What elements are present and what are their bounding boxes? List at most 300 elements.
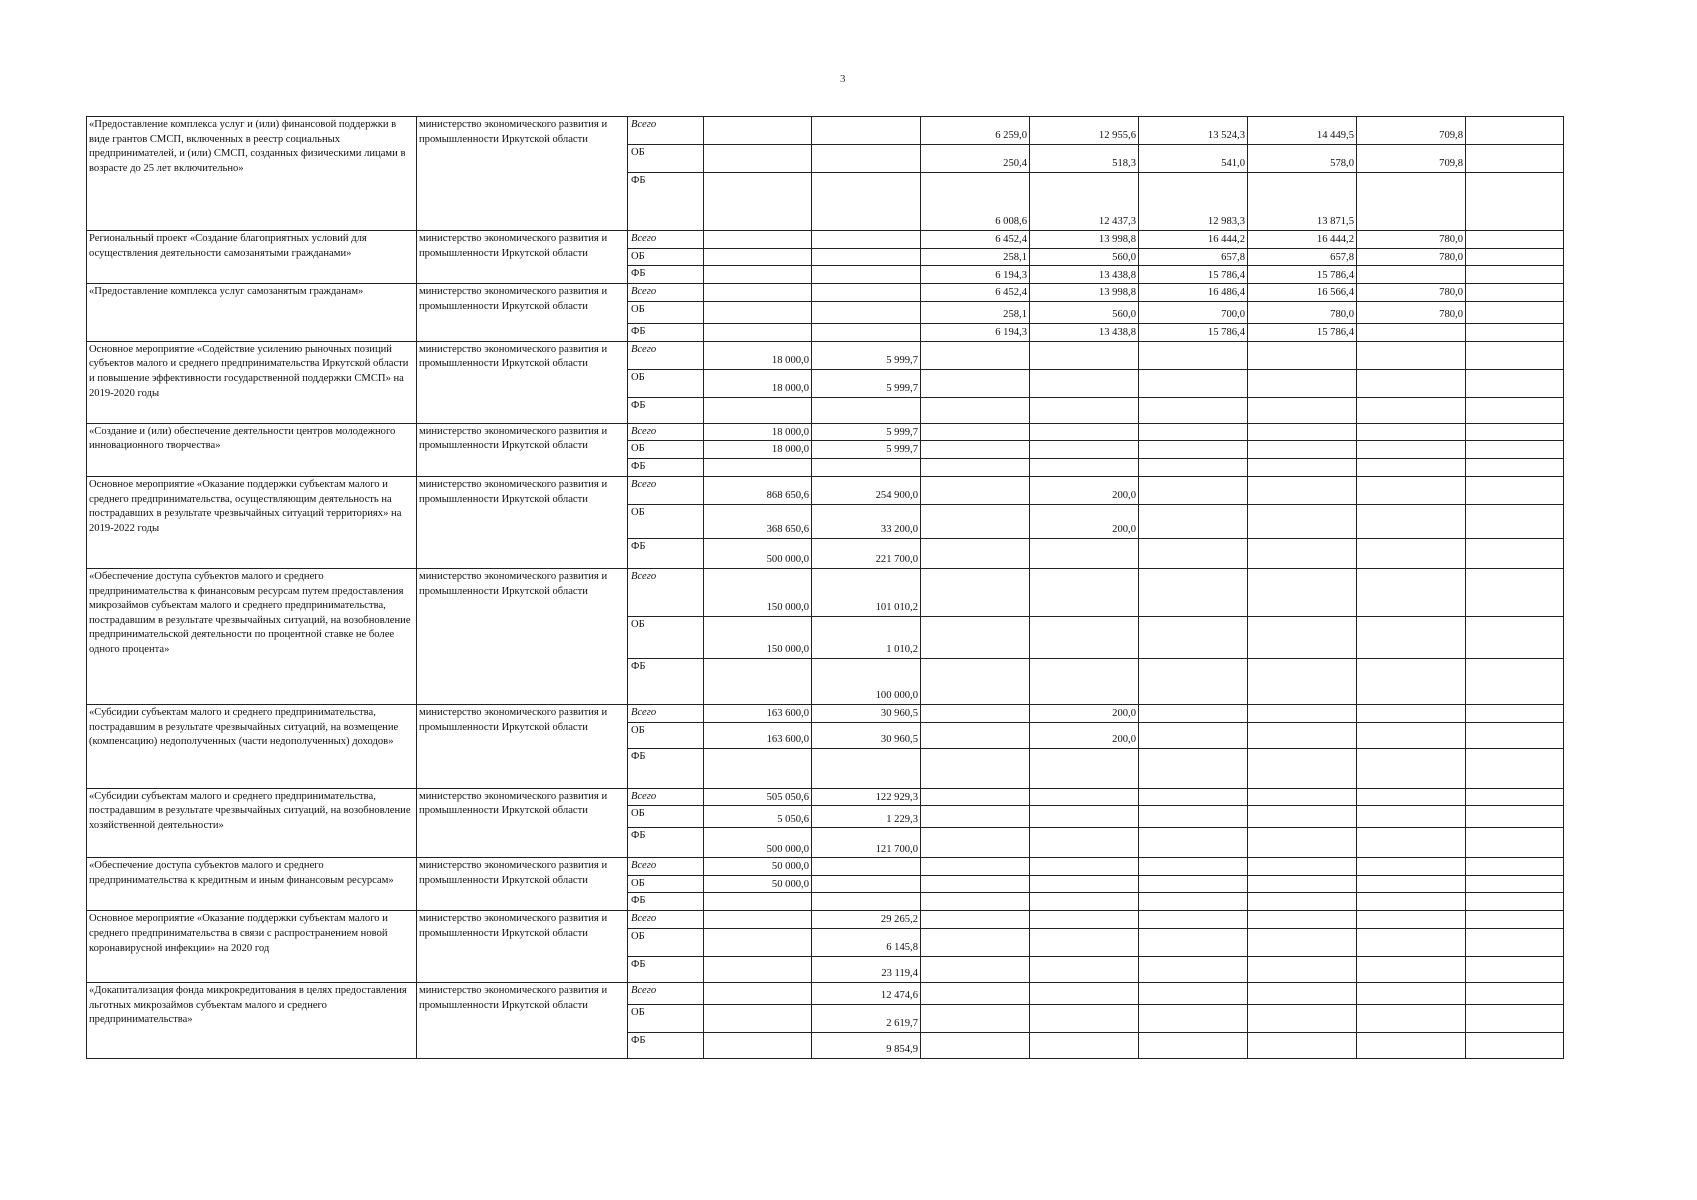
amount-cell [812,173,921,231]
amount-cell: 6 259,0 [921,117,1030,145]
amount-cell: 16 444,2 [1139,231,1248,249]
funding-source-cell: ОБ [628,301,704,323]
amount-cell [1466,441,1564,459]
amount-cell: 12 474,6 [812,983,921,1005]
amount-cell [1357,806,1466,828]
amount-cell: 5 050,6 [704,806,812,828]
amount-cell [1466,397,1564,423]
amount-cell [1139,929,1248,957]
amount-cell [1357,341,1466,369]
funding-source-cell: ФБ [628,1033,704,1059]
funding-source-cell: Всего [628,477,704,505]
amount-cell: 780,0 [1248,301,1357,323]
amount-cell [704,117,812,145]
amount-cell [1248,788,1357,806]
funding-source-cell: ФБ [628,828,704,858]
amount-cell: 163 600,0 [704,705,812,723]
amount-cell [1357,617,1466,659]
amount-cell: 578,0 [1248,145,1357,173]
amount-cell [704,957,812,983]
amount-cell [1466,231,1564,249]
executor-cell: министерство экономического развития и промышленности Иркутской области [417,231,628,284]
amount-cell [1357,828,1466,858]
amount-cell: 13 998,8 [1030,231,1139,249]
amount-cell [921,875,1030,893]
funding-source-cell: ФБ [628,173,704,231]
amount-cell: 16 486,4 [1139,284,1248,302]
executor-cell: министерство экономического развития и промышленности Иркутской области [417,983,628,1059]
amount-cell [1248,505,1357,539]
funding-source-cell: ОБ [628,369,704,397]
amount-cell [1030,983,1139,1005]
amount-cell: 780,0 [1357,284,1466,302]
amount-cell: 101 010,2 [812,569,921,617]
funding-source-cell: ОБ [628,806,704,828]
table-row [87,231,1564,249]
amount-cell [1030,569,1139,617]
amount-cell: 16 566,4 [1248,284,1357,302]
amount-cell [1466,323,1564,341]
amount-cell: 15 786,4 [1248,266,1357,284]
amount-cell: 5 999,7 [812,369,921,397]
amount-cell: 30 960,5 [812,705,921,723]
amount-cell [1466,983,1564,1005]
amount-cell [1357,173,1466,231]
amount-cell [1466,705,1564,723]
amount-cell [921,788,1030,806]
amount-cell [1248,828,1357,858]
activity-name-cell: «Обеспечение доступа субъектов малого и среднего предпринимательства к финансовым ресурсам путем предоставления микрозаймов субъектам малого и среднего предпринимательства, пострадавшим в результате чрезвычайных ситуаций, на возобновление предпринимательской деятельности по процентной ставке не более одного процента» [87,569,417,705]
amount-cell: 5 999,7 [812,341,921,369]
amount-cell: 15 786,4 [1139,323,1248,341]
amount-cell [1030,788,1139,806]
amount-cell: 200,0 [1030,705,1139,723]
amount-cell [1466,539,1564,569]
amount-cell [812,875,921,893]
amount-cell [921,929,1030,957]
table-row [87,117,1564,145]
amount-cell: 250,4 [921,145,1030,173]
amount-cell [921,617,1030,659]
amount-cell: 560,0 [1030,301,1139,323]
funding-source-cell: Всего [628,705,704,723]
amount-cell [1139,893,1248,911]
amount-cell [1139,459,1248,477]
amount-cell [1030,423,1139,441]
amount-cell [1357,505,1466,539]
amount-cell: 13 998,8 [1030,284,1139,302]
amount-cell [1248,983,1357,1005]
amount-cell [921,722,1030,748]
amount-cell [1248,893,1357,911]
amount-cell [1248,705,1357,723]
amount-cell: 12 955,6 [1030,117,1139,145]
activity-name-cell: «Предоставление комплекса услуг самозанятым гражданам» [87,284,417,342]
amount-cell: 18 000,0 [704,341,812,369]
amount-cell: 6 008,6 [921,173,1030,231]
amount-cell: 200,0 [1030,505,1139,539]
amount-cell [1357,788,1466,806]
amount-cell [921,1005,1030,1033]
amount-cell [1139,617,1248,659]
amount-cell: 30 960,5 [812,722,921,748]
amount-cell [1248,1033,1357,1059]
table-row [87,983,1564,1005]
amount-cell [1466,459,1564,477]
amount-cell: 657,8 [1139,248,1248,266]
amount-cell [1248,875,1357,893]
amount-cell [1466,569,1564,617]
amount-cell [1357,266,1466,284]
amount-cell: 150 000,0 [704,569,812,617]
amount-cell [1357,957,1466,983]
amount-cell [1248,858,1357,876]
amount-cell [1466,284,1564,302]
amount-cell [1248,369,1357,397]
amount-cell [1466,893,1564,911]
amount-cell [1357,397,1466,423]
amount-cell [1030,828,1139,858]
amount-cell [1466,911,1564,929]
amount-cell [921,957,1030,983]
amount-cell [921,459,1030,477]
funding-source-cell: ФБ [628,323,704,341]
amount-cell [1030,539,1139,569]
amount-cell [1357,539,1466,569]
amount-cell [1030,459,1139,477]
funding-source-cell: ОБ [628,1005,704,1033]
amount-cell [812,748,921,788]
amount-cell [1030,911,1139,929]
amount-cell [1466,788,1564,806]
amount-cell: 254 900,0 [812,477,921,505]
funding-source-cell: ФБ [628,659,704,705]
amount-cell [921,659,1030,705]
amount-cell [1466,957,1564,983]
amount-cell [1248,341,1357,369]
amount-cell [921,569,1030,617]
amount-cell [1466,266,1564,284]
amount-cell [1357,459,1466,477]
amount-cell: 505 050,6 [704,788,812,806]
amount-cell [1466,117,1564,145]
amount-cell [1248,929,1357,957]
funding-source-cell: ОБ [628,441,704,459]
funding-source-cell: ОБ [628,145,704,173]
amount-cell [1139,397,1248,423]
amount-cell: 780,0 [1357,231,1466,249]
amount-cell [1466,505,1564,539]
amount-cell [1466,659,1564,705]
amount-cell: 13 524,3 [1139,117,1248,145]
amount-cell [812,231,921,249]
amount-cell: 13 438,8 [1030,323,1139,341]
amount-cell: 200,0 [1030,722,1139,748]
activity-name-cell: «Субсидии субъектам малого и среднего предпринимательства, пострадавшим в результате чрезвычайных ситуаций, на возмещение (компенсацию) недополученных (части недополученных) доходов» [87,705,417,789]
amount-cell [704,397,812,423]
funding-source-cell: Всего [628,423,704,441]
amount-cell [704,284,812,302]
activity-name-cell: «Обеспечение доступа субъектов малого и среднего предпринимательства к кредитным и иным финансовым ресурсам» [87,858,417,911]
amount-cell [1139,806,1248,828]
amount-cell [1139,441,1248,459]
amount-cell [704,459,812,477]
amount-cell [921,341,1030,369]
executor-cell: министерство экономического развития и промышленности Иркутской области [417,569,628,705]
funding-source-cell: Всего [628,788,704,806]
activity-name-cell: «Субсидии субъектам малого и среднего предпринимательства, пострадавшим в результате чрезвычайных ситуаций, на возобновление хозяйственной деятельности» [87,788,417,858]
amount-cell [812,145,921,173]
amount-cell [1139,369,1248,397]
amount-cell [1357,423,1466,441]
amount-cell: 560,0 [1030,248,1139,266]
amount-cell [1248,957,1357,983]
amount-cell [1139,828,1248,858]
amount-cell [1139,569,1248,617]
amount-cell [1357,911,1466,929]
table-row [87,858,1564,876]
amount-cell [704,145,812,173]
amount-cell [1466,301,1564,323]
amount-cell: 122 929,3 [812,788,921,806]
amount-cell [1357,748,1466,788]
amount-cell [1466,748,1564,788]
amount-cell [812,893,921,911]
funding-source-cell: ФБ [628,539,704,569]
amount-cell: 13 438,8 [1030,266,1139,284]
table-row [87,569,1564,617]
budget-table [86,116,1564,1059]
amount-cell [1248,911,1357,929]
amount-cell [1357,983,1466,1005]
amount-cell [1139,341,1248,369]
amount-cell: 368 650,6 [704,505,812,539]
amount-cell: 6 145,8 [812,929,921,957]
table-row [87,788,1564,806]
funding-source-cell: ОБ [628,248,704,266]
amount-cell [1139,957,1248,983]
amount-cell [1357,705,1466,723]
amount-cell [1139,911,1248,929]
amount-cell: 33 200,0 [812,505,921,539]
amount-cell: 18 000,0 [704,369,812,397]
funding-source-cell: Всего [628,341,704,369]
amount-cell [1357,722,1466,748]
amount-cell [704,983,812,1005]
amount-cell [921,477,1030,505]
amount-cell [1139,788,1248,806]
amount-cell [1139,423,1248,441]
amount-cell [921,911,1030,929]
amount-cell [704,266,812,284]
funding-source-cell: Всего [628,911,704,929]
amount-cell [812,858,921,876]
funding-source-cell: ФБ [628,748,704,788]
amount-cell: 500 000,0 [704,828,812,858]
amount-cell: 258,1 [921,248,1030,266]
amount-cell: 163 600,0 [704,722,812,748]
amount-cell [704,248,812,266]
amount-cell [812,323,921,341]
amount-cell [921,828,1030,858]
activity-name-cell: «Докапитализация фонда микрокредитования в целях предоставления льготных микрозаймов субъектам малого и среднего предпринимательства» [87,983,417,1059]
funding-source-cell: ОБ [628,875,704,893]
amount-cell [1139,858,1248,876]
amount-cell [1030,858,1139,876]
amount-cell [1030,441,1139,459]
amount-cell [1466,806,1564,828]
amount-cell [1466,929,1564,957]
amount-cell: 50 000,0 [704,875,812,893]
amount-cell [1357,659,1466,705]
activity-name-cell: Основное мероприятие «Содействие усилению рыночных позиций субъектов малого и среднего предпринимательства Иркутской области и повышение эффективности государственной поддержки СМСП» на 2019-2020 годы [87,341,417,423]
executor-cell: министерство экономического развития и промышленности Иркутской области [417,788,628,858]
amount-cell [1466,173,1564,231]
amount-cell [1248,748,1357,788]
amount-cell: 6 452,4 [921,231,1030,249]
amount-cell [704,1033,812,1059]
amount-cell [1466,722,1564,748]
amount-cell [1030,929,1139,957]
amount-cell: 6 452,4 [921,284,1030,302]
amount-cell [1357,875,1466,893]
amount-cell: 657,8 [1248,248,1357,266]
amount-cell [704,929,812,957]
amount-cell [1248,1005,1357,1033]
amount-cell [1139,875,1248,893]
amount-cell [1248,569,1357,617]
amount-cell: 221 700,0 [812,539,921,569]
amount-cell: 16 444,2 [1248,231,1357,249]
amount-cell [1248,539,1357,569]
executor-cell: министерство экономического развития и промышленности Иркутской области [417,341,628,423]
table-row [87,423,1564,441]
amount-cell [704,911,812,929]
funding-source-cell: Всего [628,858,704,876]
amount-cell [812,301,921,323]
amount-cell: 12 437,3 [1030,173,1139,231]
funding-source-cell: Всего [628,983,704,1005]
amount-cell [812,117,921,145]
executor-cell: министерство экономического развития и промышленности Иркутской области [417,117,628,231]
funding-source-cell: Всего [628,284,704,302]
amount-cell: 9 854,9 [812,1033,921,1059]
amount-cell [1466,423,1564,441]
amount-cell [1030,369,1139,397]
amount-cell [1139,1033,1248,1059]
amount-cell [1248,722,1357,748]
amount-cell [812,459,921,477]
page-number: 3 [840,73,846,85]
amount-cell [1139,1005,1248,1033]
funding-source-cell: ОБ [628,617,704,659]
amount-cell [704,323,812,341]
amount-cell [1030,341,1139,369]
amount-cell [921,505,1030,539]
amount-cell: 868 650,6 [704,477,812,505]
amount-cell [921,983,1030,1005]
amount-cell: 541,0 [1139,145,1248,173]
amount-cell: 700,0 [1139,301,1248,323]
amount-cell [1139,505,1248,539]
amount-cell: 15 786,4 [1248,323,1357,341]
amount-cell: 500 000,0 [704,539,812,569]
amount-cell [812,266,921,284]
amount-cell [704,659,812,705]
funding-source-cell: Всего [628,569,704,617]
amount-cell: 23 119,4 [812,957,921,983]
amount-cell: 14 449,5 [1248,117,1357,145]
amount-cell [1139,539,1248,569]
amount-cell [921,705,1030,723]
amount-cell [704,231,812,249]
amount-cell: 1 229,3 [812,806,921,828]
amount-cell [1030,659,1139,705]
amount-cell [1466,477,1564,505]
amount-cell: 18 000,0 [704,423,812,441]
amount-cell [1248,617,1357,659]
amount-cell [1357,1033,1466,1059]
table-row [87,911,1564,929]
amount-cell: 15 786,4 [1139,266,1248,284]
amount-cell: 2 619,7 [812,1005,921,1033]
amount-cell [1357,858,1466,876]
amount-cell [1248,397,1357,423]
amount-cell [1030,617,1139,659]
amount-cell: 50 000,0 [704,858,812,876]
amount-cell [921,397,1030,423]
amount-cell [1139,748,1248,788]
amount-cell [1248,441,1357,459]
amount-cell [1466,858,1564,876]
amount-cell [1248,459,1357,477]
amount-cell [1030,748,1139,788]
amount-cell [1248,659,1357,705]
amount-cell: 13 871,5 [1248,173,1357,231]
amount-cell [1030,1005,1139,1033]
amount-cell [921,748,1030,788]
amount-cell [1139,722,1248,748]
amount-cell [704,748,812,788]
amount-cell: 709,8 [1357,145,1466,173]
executor-cell: министерство экономического развития и промышленности Иркутской области [417,705,628,789]
funding-source-cell: Всего [628,117,704,145]
funding-source-cell: ОБ [628,505,704,539]
amount-cell [921,539,1030,569]
amount-cell: 6 194,3 [921,266,1030,284]
amount-cell: 5 999,7 [812,441,921,459]
funding-source-cell: ФБ [628,893,704,911]
funding-source-cell: ФБ [628,397,704,423]
executor-cell: министерство экономического развития и промышленности Иркутской области [417,858,628,911]
funding-source-cell: ФБ [628,957,704,983]
amount-cell: 18 000,0 [704,441,812,459]
amount-cell [921,806,1030,828]
amount-cell [1357,369,1466,397]
activity-name-cell: «Предоставление комплекса услуг и (или) финансовой поддержки в виде грантов СМСП, включенных в реестр социальных предпринимателей, и (или) СМСП, созданных физическими лицами в возрасте до 25 лет включительно» [87,117,417,231]
funding-source-cell: ОБ [628,722,704,748]
activity-name-cell: Региональный проект «Создание благоприятных условий для осуществления деятельности самозанятыми гражданами» [87,231,417,284]
amount-cell: 200,0 [1030,477,1139,505]
amount-cell [1030,893,1139,911]
amount-cell [1466,617,1564,659]
amount-cell [1139,477,1248,505]
amount-cell: 5 999,7 [812,423,921,441]
amount-cell: 709,8 [1357,117,1466,145]
amount-cell [921,893,1030,911]
amount-cell [812,284,921,302]
activity-name-cell: Основное мероприятие «Оказание поддержки субъектам малого и среднего предпринимательства, осуществляющим деятельность на пострадавших в результате чрезвычайных ситуаций территориях» на 2019-2022 годы [87,477,417,569]
